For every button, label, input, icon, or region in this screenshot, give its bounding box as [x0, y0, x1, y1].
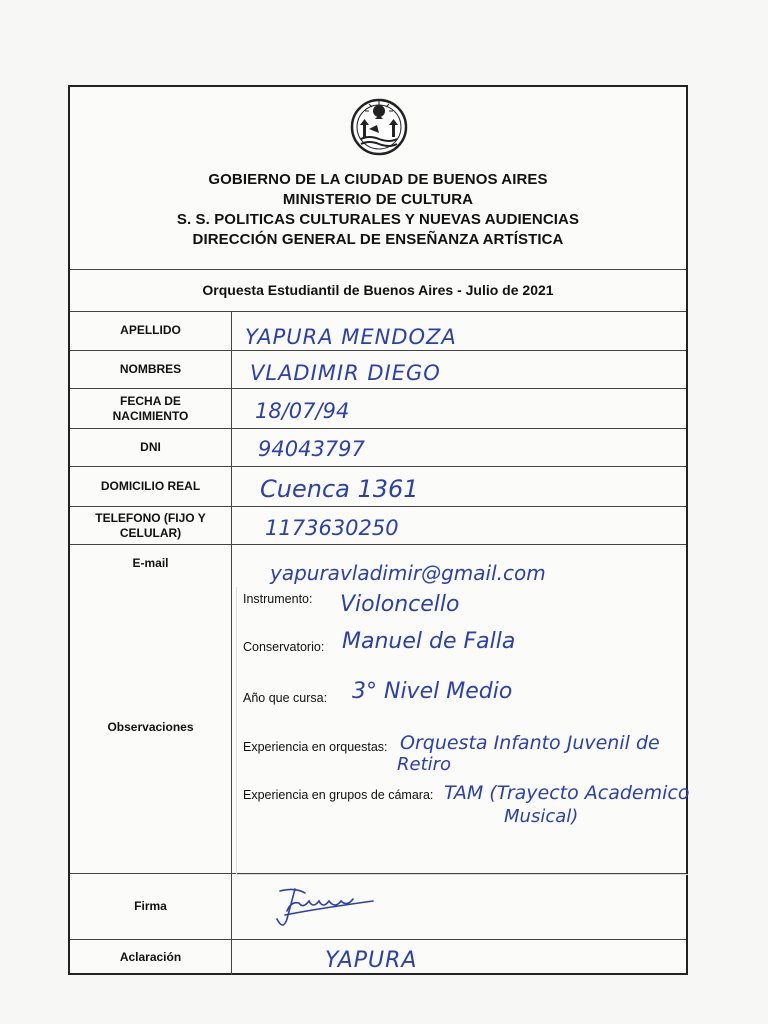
form-header: [70, 87, 686, 270]
label-apellido: APELLIDO: [70, 311, 232, 350]
orquestas-value-line2[interactable]: Retiro: [397, 754, 452, 775]
instrumento-label: Instrumento:: [243, 592, 313, 606]
row-email: [70, 545, 686, 585]
label-firma: Firma: [70, 874, 232, 939]
label-fecha-nacimiento: [70, 389, 232, 428]
value-nombres[interactable]: VLADIMIR DIEGO: [250, 361, 441, 385]
gov-title-line1: GOBIERNO DE LA CIUDAD DE BUENOS AIRES: [208, 171, 548, 188]
enrollment-form: [68, 85, 688, 975]
row-domicilio: [70, 467, 686, 507]
instrumento-value[interactable]: Violoncello: [340, 592, 460, 617]
orquestas-value-line1[interactable]: Orquesta Infanto Juvenil de: [400, 732, 660, 754]
value-dni[interactable]: 94043797: [258, 437, 365, 461]
gov-title-line3: S. S. POLITICAS CULTURALES Y NUEVAS AUDIENCIAS: [176, 211, 580, 228]
row-nombres: [70, 351, 686, 389]
label-fecha-line1: FECHA DE: [120, 393, 181, 408]
conservatorio-label: Conservatorio:: [243, 640, 325, 654]
row-aclaracion: [70, 940, 686, 975]
label-telefono-line2: CELULAR): [119, 525, 182, 540]
value-email[interactable]: yapuravladimir@gmail.com: [270, 561, 546, 585]
label-observaciones: Observaciones: [70, 582, 232, 873]
label-telefono: [70, 507, 232, 544]
anio-value[interactable]: 3° Nivel Medio: [352, 679, 513, 704]
gov-title-line2: MINISTERIO DE CULTURA: [282, 191, 474, 208]
row-apellido: [70, 311, 686, 351]
label-aclaracion: Aclaración: [70, 940, 232, 975]
value-telefono[interactable]: 1173630250: [265, 516, 399, 540]
label-fecha-line2: NACIMIENTO: [112, 408, 189, 423]
value-apellido[interactable]: YAPURA MENDOZA: [245, 325, 457, 349]
form-subtitle: Orquesta Estudiantil de Buenos Aires - Julio de 2021: [70, 269, 686, 312]
orquestas-label: Experiencia en orquestas:: [243, 740, 388, 754]
row-fecha-nacimiento: [70, 389, 686, 429]
anio-label: Año que cursa:: [243, 691, 328, 705]
value-domicilio[interactable]: Cuenca 1361: [260, 475, 419, 503]
row-dni: [70, 429, 686, 467]
conservatorio-value[interactable]: Manuel de Falla: [342, 629, 516, 654]
label-dni: DNI: [70, 429, 232, 466]
value-aclaracion[interactable]: YAPURA: [325, 948, 418, 973]
city-seal-icon: [349, 97, 409, 157]
value-fecha-nacimiento[interactable]: 18/07/94: [255, 399, 350, 423]
label-domicilio: DOMICILIO REAL: [70, 467, 232, 506]
camara-value-line2[interactable]: Musical): [504, 806, 579, 827]
label-nombres: NOMBRES: [70, 351, 232, 388]
label-email: E-mail: [70, 545, 232, 582]
gov-title-line4: DIRECCIÓN GENERAL DE ENSEÑANZA ARTÍSTICA: [192, 231, 564, 248]
label-telefono-line1: TELEFONO (FIJO Y: [95, 510, 206, 525]
row-telefono: [70, 507, 686, 545]
camara-label: Experiencia en grupos de cámara:: [243, 788, 434, 802]
row-firma: [70, 874, 686, 940]
camara-value-line1[interactable]: TAM (Trayecto Academico: [444, 782, 690, 804]
signature-icon: [265, 879, 385, 934]
row-observaciones: [70, 582, 690, 874]
